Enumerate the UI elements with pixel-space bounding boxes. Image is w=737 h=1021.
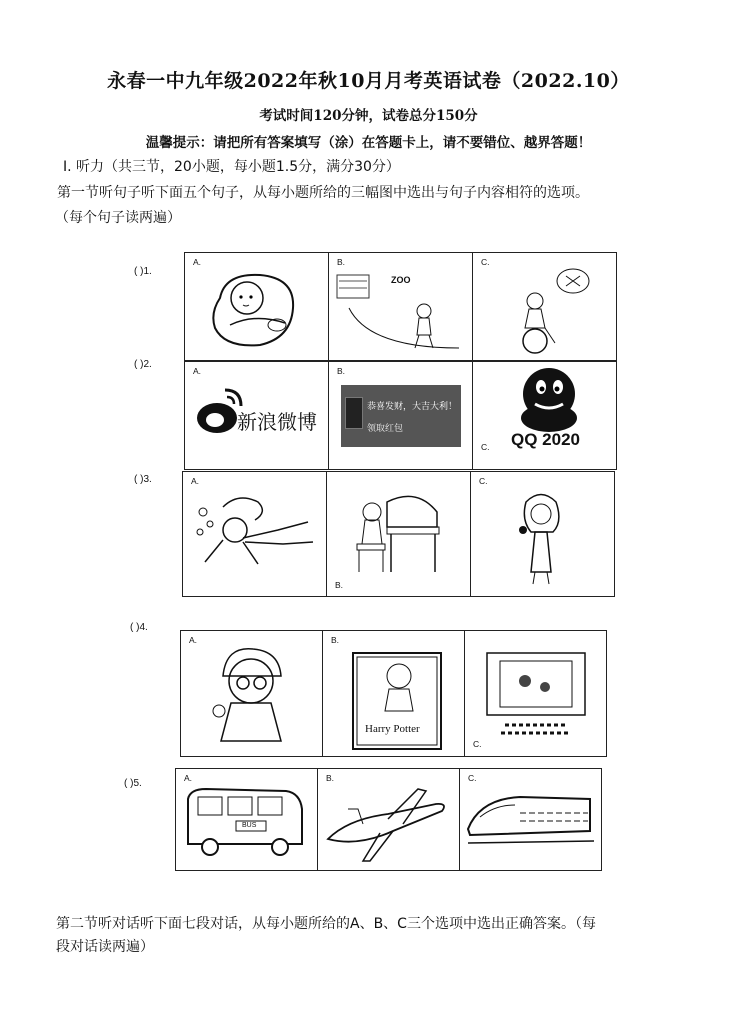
option-label: A. [191,476,200,486]
bus-label: BUS [242,822,257,829]
option-1a[interactable] [185,253,329,361]
option-2a[interactable] [185,362,329,470]
option-label: C. [481,257,490,267]
option-2c[interactable] [473,362,617,470]
option-label: A. [193,366,202,376]
section1-instruction-note: （每个句子读两遍） [55,210,181,226]
red-packet-greeting: 恭喜发财，大吉大利！ [367,402,458,412]
high-speed-train-icon [460,769,601,870]
option-label: B. [335,580,344,590]
option-1c[interactable] [473,253,617,361]
cinema-icon [465,631,606,756]
bus-icon [176,769,317,870]
wheelchair-boy-icon [473,253,616,360]
section2-instruction-note: 段对话读两遍） [56,939,154,955]
question-3-options [182,471,615,597]
baby-icon [185,253,328,360]
option-4c[interactable] [465,631,607,757]
option-label: B. [337,366,346,376]
red-packet-icon [345,397,363,429]
option-3b[interactable] [327,472,471,597]
section2-instruction: 第二节听对话听下面七段对话，从每小题所给的A、B、C三个选项中选出正确答案。（每 [56,916,596,932]
option-2b[interactable] [329,362,473,470]
page-title: 永春一中九年级2022年秋10月月考英语试卷（2022.10） [107,70,630,92]
option-5b[interactable] [318,769,460,871]
option-label: A. [193,257,202,267]
singing-girl-icon [471,472,614,596]
weibo-text: 新浪微博 [237,410,317,434]
question-number-5: ( )5. [124,778,142,789]
piano-girl-icon [327,472,470,596]
option-4b[interactable] [323,631,465,757]
option-3c[interactable] [471,472,615,597]
question-number-2: ( )2. [134,359,152,370]
option-label: C. [468,773,477,783]
airplane-icon [318,769,459,870]
option-4a[interactable] [181,631,323,757]
option-1b[interactable] [329,253,473,361]
question-1-options [184,252,617,361]
zoo-boy-icon [329,253,472,360]
part1-heading: Ⅰ. 听力（共三节，20小题，每小题1.5分，满分30分） [63,159,400,175]
question-5-options [175,768,602,871]
zoo-sign: ZOO [391,275,411,285]
harry-potter-character-icon [181,631,322,756]
option-label: B. [331,635,340,645]
option-label: C. [479,476,488,486]
question-number-1: ( )1. [134,266,152,277]
red-packet-claim: 领取红包 [367,424,404,434]
swimming-girl-icon [183,472,326,596]
option-label: B. [337,257,346,267]
question-4-options [180,630,607,757]
option-3a[interactable] [183,472,327,597]
question-number-3: ( )3. [134,474,152,485]
option-label: A. [189,635,198,645]
option-5c[interactable] [460,769,602,871]
qq-text: QQ 2020 [511,430,580,449]
section1-instruction: 第一节听句子听下面五个句子，从每小题所给的三幅图中选出与句子内容相符的选项。 [57,185,589,201]
option-label: C. [473,739,482,749]
qq-penguin-icon [473,362,616,469]
book-title: Harry Potter [365,723,420,735]
warm-tip: 温馨提示：请把所有答案填写（涂）在答题卡上，请不要错位、越界答题！ [145,135,592,151]
book-icon [323,631,464,756]
red-packet-card [341,385,461,447]
question-number-4: ( )4. [130,622,148,633]
option-label: B. [326,773,335,783]
option-5a[interactable] [176,769,318,871]
option-label: C. [481,442,490,452]
question-2-options [184,361,617,470]
exam-info: 考试时间120分钟，试卷总分150分 [259,108,478,124]
option-label: A. [184,773,193,783]
